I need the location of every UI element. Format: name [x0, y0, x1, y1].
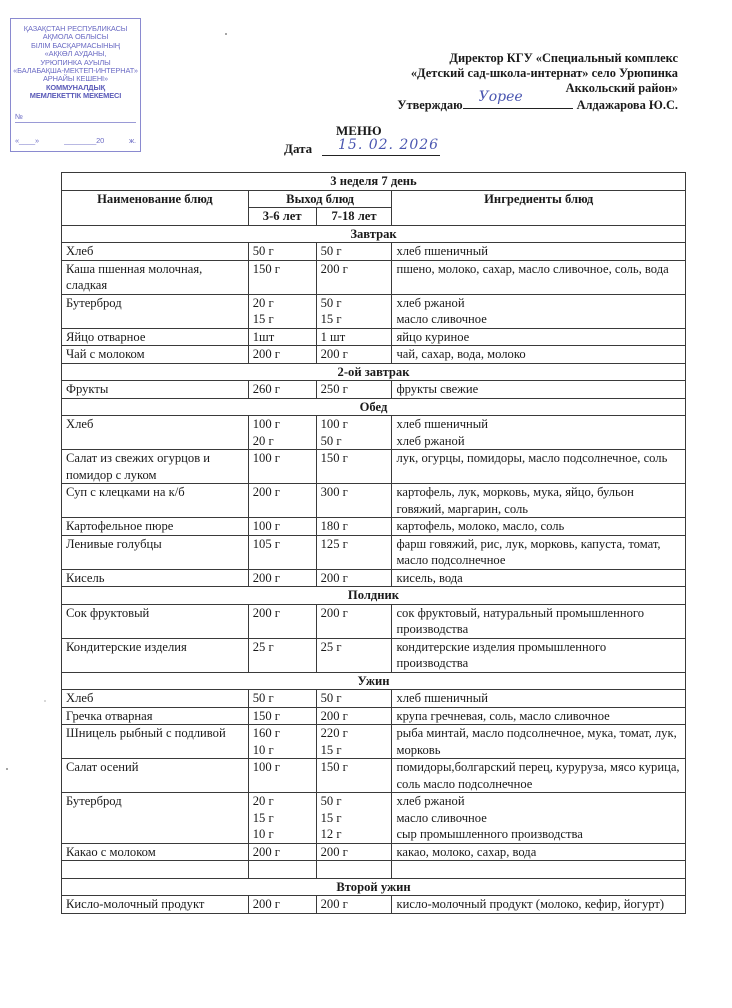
portion-3-6-line: 150 г — [252, 708, 280, 723]
dish-row — [62, 416, 686, 450]
ingredients-line: хлеб ржаной — [396, 433, 465, 448]
dish-name: Каша пшенная молочная, сладкая — [62, 260, 249, 294]
dish-name: Шницель рыбный с подливой — [62, 725, 249, 759]
col-header-age-7-18: 7-18 лет — [316, 208, 392, 226]
ingredients — [392, 346, 686, 364]
portion-7-18 — [316, 759, 392, 793]
portion-7-18 — [316, 294, 392, 328]
ingredients — [392, 843, 686, 861]
dish-row — [62, 604, 686, 638]
portion-7-18-line: 200 г — [320, 347, 348, 361]
portion-3-6 — [248, 569, 316, 587]
portion-3-6 — [248, 294, 316, 328]
section-row — [62, 878, 686, 896]
ingredients-line: кисель, вода — [396, 570, 463, 585]
ingredients — [392, 725, 686, 759]
section-row — [62, 363, 686, 381]
ingredients-line: хлеб пшеничный — [396, 417, 488, 431]
portion-3-6 — [248, 450, 316, 484]
ingredients — [392, 638, 686, 672]
dish-name: Яйцо отварное — [62, 328, 249, 346]
dish-row — [62, 243, 686, 261]
portion-3-6-line: 20 г — [252, 295, 274, 310]
stamp-line: АҚМОЛА ОБЛЫСЫ — [42, 32, 109, 42]
portion-3-6-line: 150 г — [252, 261, 280, 276]
portion-7-18-line: 15 г — [320, 810, 342, 825]
portion-7-18 — [316, 707, 392, 725]
portion-3-6 — [248, 328, 316, 346]
dish-name: Ленивые голубцы — [62, 535, 249, 569]
portion-7-18 — [316, 346, 392, 364]
dish-row — [62, 725, 686, 759]
portion-7-18-line: 15 г — [320, 312, 342, 326]
dish-name: Хлеб — [62, 690, 249, 708]
ingredients-line: кисло-молочный продукт (молоко, кефир, йогурт) — [396, 897, 665, 911]
portion-7-18 — [316, 518, 392, 536]
stamp-date-year: ________20 — [64, 135, 105, 145]
portion-7-18 — [316, 604, 392, 638]
ingredients-line: рыба минтай, масло подсолнечное, мука, томат, лук, морковь — [396, 726, 677, 757]
ingredients-line: помидоры,болгарский перец, куруруза, мясо курица, соль масло подсолнечное — [396, 760, 680, 791]
ingredients — [392, 759, 686, 793]
portion-3-6-line: 200 г — [252, 844, 280, 859]
ingredients — [392, 896, 686, 914]
portion-7-18-line: 125 г — [320, 536, 348, 551]
portion-3-6-line: 100 г — [252, 417, 280, 431]
week-day-heading: 3 неделя 7 день — [62, 173, 686, 191]
stamp-line: УРЮПИНКА АУЫЛЫ — [40, 57, 111, 67]
portion-3-6-line: 10 г — [252, 742, 274, 757]
dish-row — [62, 569, 686, 587]
stamp-line: КОММУНАЛДЫҚ — [45, 82, 106, 92]
dish-name: Сок фруктовый — [62, 604, 249, 638]
dish-row — [62, 260, 686, 294]
stamp-line: МЕМЛЕКЕТТІК МЕКЕМЕСІ — [29, 91, 122, 101]
dish-name: Суп с клецками на к/б — [62, 484, 249, 518]
stamp-line: АРНАЙЫ КЕШЕНІ» — [42, 74, 109, 84]
stamp-date-suffix: ж. — [129, 135, 136, 145]
portion-7-18 — [316, 861, 392, 879]
portion-7-18 — [316, 416, 392, 450]
dish-name — [62, 861, 249, 879]
dish-name: Какао с молоком — [62, 843, 249, 861]
ingredients-line: хлеб пшеничный — [396, 244, 488, 258]
approval-line-3: Аккольский район» — [565, 81, 678, 95]
portion-3-6-line: 200 г — [252, 897, 280, 911]
portion-3-6-line: 25 г — [252, 639, 274, 654]
ingredients-line: какао, молоко, сахар, вода — [396, 844, 537, 859]
ingredients-line: лук, огурцы, помидоры, масло подсолнечное, соль — [396, 451, 668, 465]
portion-3-6 — [248, 260, 316, 294]
portion-3-6-line: 105 г — [252, 536, 280, 551]
ingredients — [392, 381, 686, 399]
portion-7-18-line: 200 г — [320, 844, 348, 859]
dish-row — [62, 294, 686, 328]
portion-3-6 — [248, 416, 316, 450]
portion-3-6 — [248, 484, 316, 518]
dish-name: Хлеб — [62, 243, 249, 261]
ingredients-line: крупа гречневая, соль, масло сливочное — [396, 708, 610, 723]
week-day-row — [62, 173, 686, 191]
approval-line-1: Директор КГУ «Специальный комплекс — [449, 51, 678, 65]
ingredients — [392, 416, 686, 450]
dish-row — [62, 346, 686, 364]
portion-3-6 — [248, 346, 316, 364]
dish-name: Кисель — [62, 569, 249, 587]
portion-3-6-line: 200 г — [252, 605, 280, 620]
dish-row — [62, 690, 686, 708]
portion-7-18-line: 200 г — [320, 708, 348, 723]
dish-name: Фрукты — [62, 381, 249, 399]
header-row — [62, 190, 686, 208]
stamp-number-label: № — [15, 111, 23, 121]
ingredients — [392, 243, 686, 261]
dish-row — [62, 381, 686, 399]
col-header-name: Наименование блюд — [62, 190, 249, 225]
portion-7-18 — [316, 535, 392, 569]
portion-7-18-line: 50 г — [320, 244, 342, 258]
handwritten-date: 15. 02. 2026 — [338, 137, 440, 153]
portion-7-18 — [316, 793, 392, 844]
portion-3-6-line: 15 г — [252, 810, 274, 825]
ingredients — [392, 535, 686, 569]
portion-7-18-line: 300 г — [320, 485, 348, 499]
ingredients — [392, 518, 686, 536]
approval-signature-row — [348, 89, 678, 113]
ingredients-line: фарш говяжий, рис, лук, морковь, капуста, томат, масло подсолнечное — [396, 536, 661, 567]
dish-name: Кисло-молочный продукт — [62, 896, 249, 914]
dish-name: Кондитерские изделия — [62, 638, 249, 672]
stamp-line: БІЛІМ БАСҚАРМАСЫНЫҢ — [30, 40, 120, 50]
portion-3-6 — [248, 535, 316, 569]
portion-7-18-line: 50 г — [320, 794, 342, 808]
ingredients-line: хлеб ржаной — [396, 295, 465, 310]
ingredients — [392, 861, 686, 879]
portion-7-18-line: 200 г — [320, 605, 348, 620]
dish-row — [62, 759, 686, 793]
dish-name: Картофельное пюре — [62, 518, 249, 536]
ingredients-line: фрукты свежие — [396, 382, 479, 396]
approval-line-2: «Детский сад-школа-интернат» село Урюпинка — [410, 66, 678, 80]
dish-name: Чай с молоком — [62, 346, 249, 364]
portion-7-18-line: 220 г — [320, 726, 348, 740]
portion-3-6-line: 200 г — [252, 485, 280, 499]
ingredients — [392, 569, 686, 587]
portion-3-6-line: 20 г — [252, 433, 274, 448]
dish-row — [62, 450, 686, 484]
portion-7-18-line: 150 г — [320, 760, 348, 774]
portion-3-6 — [248, 861, 316, 879]
section-title: Полдник — [62, 587, 686, 605]
portion-7-18-line: 15 г — [320, 742, 342, 757]
section-row — [62, 587, 686, 605]
dish-row — [62, 518, 686, 536]
col-header-output: Выход блюд — [248, 190, 392, 208]
section-title: Завтрак — [62, 225, 686, 243]
dish-row — [62, 638, 686, 672]
scan-speck — [44, 700, 46, 702]
portion-3-6-line: 260 г — [252, 382, 280, 396]
portion-3-6 — [248, 759, 316, 793]
portion-3-6 — [248, 381, 316, 399]
scan-speck — [225, 33, 227, 35]
signature-line — [463, 89, 573, 109]
ingredients-line: яйцо куриное — [396, 329, 470, 344]
dish-name: Бутерброд — [62, 793, 249, 844]
stamp-date-field — [15, 137, 136, 145]
portion-7-18 — [316, 843, 392, 861]
ingredients — [392, 707, 686, 725]
dish-name: Гречка отварная — [62, 707, 249, 725]
portion-7-18 — [316, 896, 392, 914]
portion-7-18-line: 50 г — [320, 433, 342, 448]
portion-7-18-line: 200 г — [320, 570, 348, 585]
portion-7-18-line: 100 г — [320, 417, 348, 431]
portion-3-6-line: 100 г — [252, 519, 280, 533]
ingredients-line: пшено, молоко, сахар, масло сливочное, соль, вода — [396, 261, 669, 276]
portion-7-18 — [316, 243, 392, 261]
dish-name: Салат осений — [62, 759, 249, 793]
ingredients — [392, 294, 686, 328]
ingredients-line: чай, сахар, вода, молоко — [396, 347, 526, 361]
section-row — [62, 225, 686, 243]
portion-3-6-line: 50 г — [252, 244, 274, 258]
portion-7-18 — [316, 450, 392, 484]
ingredients — [392, 450, 686, 484]
scan-speck — [6, 768, 8, 770]
dish-row — [62, 896, 686, 914]
dish-row — [62, 484, 686, 518]
portion-7-18-line: 200 г — [320, 897, 348, 911]
ingredients-line: сыр промышленного производства — [396, 827, 583, 841]
stamp-number-field — [15, 113, 136, 123]
portion-7-18 — [316, 569, 392, 587]
portion-3-6 — [248, 518, 316, 536]
portion-7-18-line: 180 г — [320, 519, 348, 533]
dish-name: Салат из свежих огурцов и помидор с луком — [62, 450, 249, 484]
portion-3-6 — [248, 690, 316, 708]
section-title: 2-ой завтрак — [62, 363, 686, 381]
portion-7-18 — [316, 484, 392, 518]
portion-7-18-line: 25 г — [320, 639, 342, 654]
portion-7-18 — [316, 725, 392, 759]
portion-3-6 — [248, 638, 316, 672]
portion-7-18 — [316, 260, 392, 294]
portion-7-18-line: 50 г — [320, 691, 342, 705]
date-field — [322, 137, 440, 156]
signer-name: Алдажарова Ю.С. — [576, 98, 678, 112]
section-title: Второй ужин — [62, 878, 686, 896]
portion-3-6-line: 20 г — [252, 794, 274, 808]
portion-3-6-line: 50 г — [252, 691, 274, 705]
ingredients — [392, 484, 686, 518]
ingredients — [392, 260, 686, 294]
ingredients-line: хлеб ржаной — [396, 794, 465, 808]
ingredients — [392, 604, 686, 638]
stamp-line: «АҚКӨЛ АУДАНЫ, — [44, 49, 107, 59]
portion-3-6-line: 160 г — [252, 726, 280, 740]
ingredients — [392, 328, 686, 346]
portion-3-6-line: 15 г — [252, 312, 274, 326]
approve-label: Утверждаю — [397, 98, 463, 112]
dish-name: Бутерброд — [62, 294, 249, 328]
ingredients — [392, 793, 686, 844]
handwritten-signature: Уорее — [478, 89, 523, 105]
ingredients-line: хлеб пшеничный — [396, 691, 488, 705]
dish-row — [62, 861, 686, 879]
ingredients-line: кондитерские изделия промышленного производства — [396, 639, 607, 670]
portion-3-6-line: 200 г — [252, 570, 280, 585]
ingredients-line: картофель, молоко, масло, соль — [396, 519, 565, 533]
portion-7-18-line: 12 г — [320, 827, 342, 841]
portion-3-6 — [248, 793, 316, 844]
section-title: Обед — [62, 398, 686, 416]
portion-7-18 — [316, 381, 392, 399]
dish-row — [62, 793, 686, 844]
portion-7-18 — [316, 638, 392, 672]
dish-row — [62, 535, 686, 569]
portion-3-6-line: 1шт — [252, 329, 275, 344]
official-stamp — [10, 18, 141, 152]
portion-7-18-line: 200 г — [320, 261, 348, 276]
stamp-line: ҚАЗАҚСТАН РЕСПУБЛИКАСЫ — [23, 24, 128, 33]
stamp-line: «БАЛАБАҚША-МЕКТЕП-ИНТЕРНАТ» — [13, 66, 138, 76]
portion-3-6 — [248, 843, 316, 861]
dish-row — [62, 843, 686, 861]
menu-table — [61, 172, 686, 914]
section-row — [62, 672, 686, 690]
portion-3-6-line: 100 г — [252, 451, 280, 465]
portion-7-18-line: 50 г — [320, 295, 342, 310]
portion-3-6 — [248, 896, 316, 914]
portion-3-6-line: 10 г — [252, 827, 274, 841]
portion-3-6 — [248, 243, 316, 261]
ingredients-line: картофель, лук, морковь, мука, яйцо, бульон говяжий, маргарин, соль — [396, 485, 634, 516]
ingredients-line: сок фруктовый, натуральный промышленного производства — [396, 605, 645, 636]
portion-3-6 — [248, 707, 316, 725]
section-row — [62, 398, 686, 416]
ingredients-line: масло сливочное — [396, 810, 487, 825]
dish-row — [62, 328, 686, 346]
portion-3-6 — [248, 725, 316, 759]
stamp-date-day: «____» — [15, 135, 40, 145]
portion-7-18-line: 150 г — [320, 451, 348, 465]
date-label: Дата — [284, 141, 313, 156]
portion-3-6-line: 200 г — [252, 347, 280, 361]
portion-3-6 — [248, 604, 316, 638]
portion-7-18-line: 250 г — [320, 382, 348, 396]
portion-3-6-line: 100 г — [252, 760, 280, 774]
portion-7-18 — [316, 328, 392, 346]
page-title: МЕНЮ — [336, 123, 382, 138]
portion-7-18 — [316, 690, 392, 708]
dish-row — [62, 707, 686, 725]
ingredients-line: масло сливочное — [396, 312, 487, 326]
dish-name: Хлеб — [62, 416, 249, 450]
approval-block — [348, 51, 678, 113]
col-header-age-3-6: 3-6 лет — [248, 208, 316, 226]
section-title: Ужин — [62, 672, 686, 690]
col-header-ingredients: Ингредиенты блюд — [392, 190, 686, 225]
ingredients — [392, 690, 686, 708]
portion-7-18-line: 1 шт — [320, 329, 346, 344]
